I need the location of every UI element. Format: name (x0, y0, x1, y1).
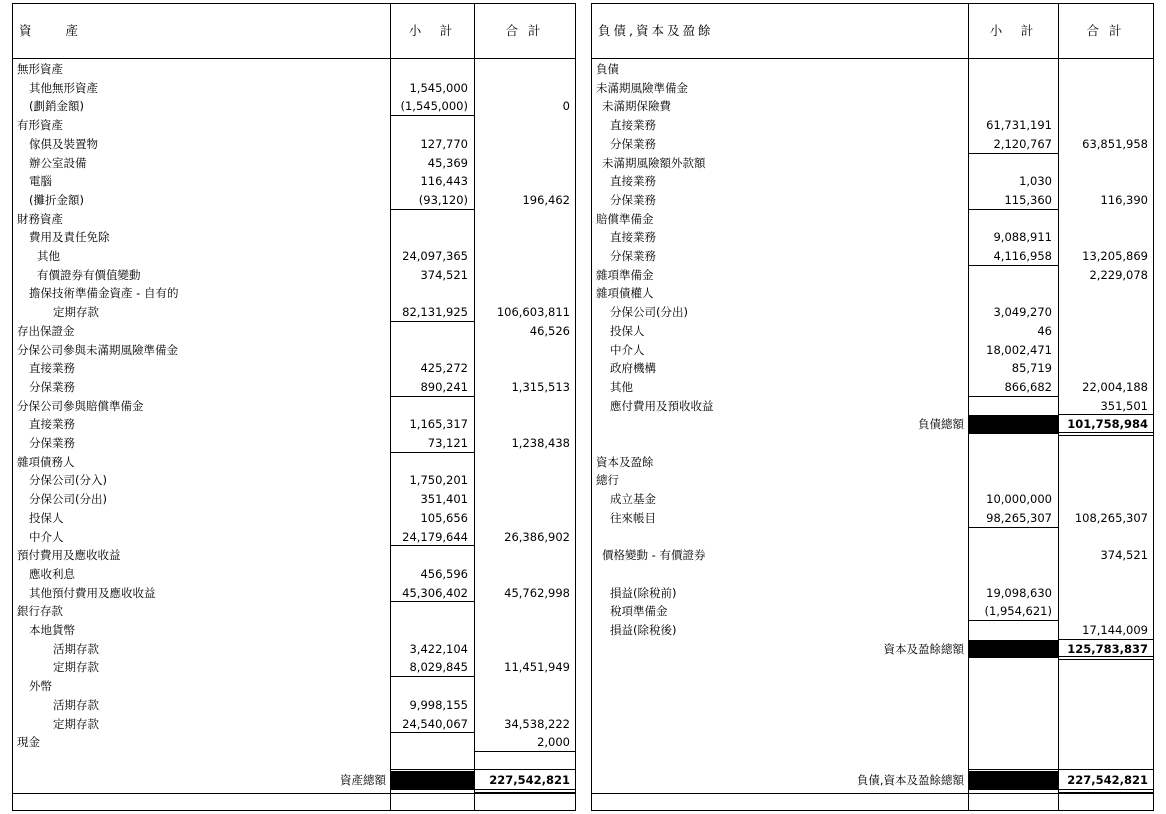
liability-row-label: 中介人 (610, 342, 645, 357)
liability-row (592, 191, 1153, 210)
liability-row (592, 97, 1153, 116)
liability-total-value: 374,521 (1100, 548, 1148, 563)
liability-row-label: 應付費用及預收收益 (610, 398, 714, 413)
asset-row-label: (劃銷金額) (29, 99, 84, 114)
liability-row (592, 284, 1153, 303)
asset-subtotal-value: 45,306,402 (402, 585, 468, 600)
asset-subtotal-value: 3,422,104 (409, 641, 468, 656)
asset-subtotal-value: 127,770 (420, 136, 468, 151)
asset-row (13, 378, 575, 397)
double-underline (1058, 656, 1153, 660)
asset-row (13, 397, 575, 416)
asset-subtotal-value: 73,121 (427, 436, 468, 450)
liability-subtotal-value: 46 (1037, 323, 1052, 338)
liability-row-label: 其他 (610, 379, 633, 394)
header-divider (13, 58, 575, 59)
asset-row-label: 財務資產 (17, 211, 63, 226)
asset-subtotal-value: 105,656 (420, 510, 468, 525)
liability-row-label: 成立基金 (610, 492, 656, 507)
asset-row (13, 228, 575, 247)
blackout-cell (968, 771, 1058, 790)
asset-subtotal-value: 24,097,365 (402, 249, 468, 263)
asset-row-label: 外幣 (29, 679, 52, 694)
asset-row-label: 銀行存款 (17, 604, 63, 619)
liability-row-label: 分保業務 (610, 249, 656, 263)
asset-subtotal-value: 374,521 (420, 267, 468, 282)
liability-row-label: 總行 (596, 473, 619, 488)
total-underline (474, 751, 575, 752)
asset-row-label: 活期存款 (53, 641, 99, 656)
asset-row-label: 其他 (37, 249, 60, 263)
liability-row (592, 303, 1153, 322)
asset-row (13, 116, 575, 135)
asset-subtotal-value: 1,165,317 (409, 417, 468, 432)
liability-row (592, 621, 1153, 640)
left-header-subtotal: 小 計 (408, 23, 456, 38)
liability-row (592, 471, 1153, 490)
liability-row (592, 79, 1153, 98)
asset-row (13, 621, 575, 640)
asset-row (13, 640, 575, 659)
asset-row (13, 490, 575, 509)
asset-total-value: 26,386,902 (504, 529, 570, 544)
asset-row-label: 投保人 (29, 510, 64, 525)
liability-subtotal-value: 9,088,911 (993, 230, 1052, 245)
liability-section-total-label: 負債總額 (918, 417, 964, 432)
liability-row-label: 直接業務 (610, 174, 656, 189)
asset-total-value: 196,462 (522, 192, 570, 207)
asset-subtotal-value: 425,272 (420, 361, 468, 376)
asset-row (13, 715, 575, 734)
liability-row (592, 210, 1153, 229)
blackout-cell (968, 415, 1058, 434)
asset-row (13, 154, 575, 173)
asset-row-label: (攤折金額) (29, 192, 84, 207)
asset-subtotal-value: 351,401 (420, 492, 468, 507)
liability-row-label: 未滿期風險額外款額 (602, 155, 706, 170)
asset-row (13, 434, 575, 453)
asset-subtotal-value: 45,369 (427, 155, 468, 170)
asset-row (13, 341, 575, 360)
asset-row (13, 602, 575, 621)
asset-row-label: 辦公室設備 (29, 155, 87, 170)
asset-row-label: 分保公司參與賠償準備金 (17, 398, 144, 413)
asset-row-label: 傢俱及裝置物 (29, 136, 98, 151)
liability-row (592, 453, 1153, 472)
asset-row (13, 733, 575, 752)
liability-row (592, 247, 1153, 266)
liability-row (592, 266, 1153, 285)
header-divider (592, 58, 1153, 59)
liability-row (592, 509, 1153, 528)
asset-subtotal-value: 456,596 (420, 566, 468, 581)
liability-subtotal-value: 85,719 (1011, 361, 1052, 376)
left-header-label: 資 產 (19, 23, 82, 38)
asset-row-label: 活期存款 (53, 697, 99, 712)
liability-subtotal-value: 866,682 (1004, 379, 1052, 394)
asset-grand-total-value: 227,542,821 (489, 773, 570, 787)
asset-subtotal-value: (1,545,000) (400, 99, 468, 114)
liability-subtotal-value: 18,002,471 (986, 342, 1052, 357)
liability-row (592, 434, 1153, 453)
liability-total-value: 2,229,078 (1089, 267, 1148, 282)
liability-row-label: 政府機構 (610, 361, 656, 376)
liability-total-value: 22,004,188 (1082, 379, 1148, 394)
right-header-label: 負債,資本及盈餘 (598, 23, 714, 38)
asset-row-label: 分保公司(分出) (29, 492, 107, 507)
asset-subtotal-value: 24,540,067 (402, 716, 468, 731)
asset-row (13, 191, 575, 210)
liability-row-label: 賠償準備金 (596, 211, 654, 226)
asset-row-label: 分保業務 (29, 436, 75, 450)
liability-row (592, 172, 1153, 191)
asset-row-label: 雜項債務人 (17, 454, 75, 469)
liability-row (592, 60, 1153, 79)
asset-row-label: 分保業務 (29, 379, 75, 394)
asset-row (13, 471, 575, 490)
liability-row (592, 397, 1153, 416)
asset-row (13, 97, 575, 116)
asset-row-label: 應收利息 (29, 566, 75, 581)
liability-row (592, 528, 1153, 547)
asset-row-label: 本地貨幣 (29, 623, 75, 637)
liability-row-label: 分保業務 (610, 136, 656, 151)
liability-row (592, 490, 1153, 509)
liability-row-label: 資本及盈餘 (596, 454, 654, 469)
asset-row (13, 284, 575, 303)
grand-total-topline (390, 769, 575, 770)
asset-row-label: 其他預付費用及應收收益 (29, 585, 156, 600)
liability-grand-total-row (592, 771, 1153, 790)
asset-row (13, 135, 575, 154)
asset-subtotal-value: 890,241 (420, 379, 468, 394)
asset-row (13, 415, 575, 434)
asset-total-value: 46,526 (529, 323, 570, 338)
right-header-total: 合 計 (1086, 23, 1125, 38)
liability-subtotal-value: 2,120,767 (993, 136, 1052, 151)
asset-row-label: 費用及責任免除 (29, 230, 110, 245)
asset-total-value: 1,315,513 (511, 379, 570, 394)
asset-row (13, 546, 575, 565)
liability-total-value: 351,501 (1100, 398, 1148, 413)
asset-total-value: 0 (562, 99, 570, 114)
right-header-subtotal: 小 計 (989, 23, 1037, 38)
asset-subtotal-value: 8,029,845 (409, 660, 468, 675)
asset-total-value: 2,000 (537, 735, 570, 750)
liability-row (592, 565, 1153, 584)
asset-subtotal-value: 116,443 (420, 174, 468, 189)
asset-row-label: 無形資產 (17, 62, 63, 76)
asset-row (13, 453, 575, 472)
asset-row-label: 直接業務 (29, 417, 75, 432)
asset-row-label: 有價證券有價值變動 (37, 267, 141, 282)
liability-grand-total-value: 227,542,821 (1067, 773, 1148, 787)
asset-row-label: 存出保證金 (17, 323, 75, 338)
liability-row-label: 雜項債權人 (596, 286, 654, 301)
asset-row (13, 60, 575, 79)
asset-row (13, 528, 575, 547)
left-header-total: 合 計 (505, 23, 544, 38)
liability-subtotal-value: 19,098,630 (986, 585, 1052, 600)
grand-total-topline (968, 769, 1153, 770)
liability-row (592, 584, 1153, 603)
liability-grand-total-label: 負債,資本及盈餘總額 (856, 773, 964, 787)
asset-total-value: 106,603,811 (496, 305, 570, 320)
liability-section-total-label: 資本及盈餘總額 (883, 641, 964, 656)
liability-row-label: 未滿期保險費 (602, 99, 671, 114)
asset-total-value: 45,762,998 (504, 585, 570, 600)
liability-row (592, 359, 1153, 378)
liability-total-value: 17,144,009 (1082, 623, 1148, 637)
liability-subtotal-value: (1,954,621) (984, 604, 1052, 619)
liability-section-total-value: 125,783,837 (1067, 641, 1148, 656)
asset-row-label: 預付費用及應收收益 (17, 548, 121, 563)
asset-row-label: 定期存款 (53, 716, 99, 731)
liability-row (592, 135, 1153, 154)
asset-subtotal-value: 1,545,000 (409, 80, 468, 95)
liability-row-label: 未滿期風險準備金 (596, 80, 688, 95)
liability-total-value: 116,390 (1100, 192, 1148, 207)
asset-subtotal-value: 82,131,925 (402, 305, 468, 320)
liability-row-label: 分保業務 (610, 192, 656, 207)
liability-total-value: 108,265,307 (1074, 510, 1148, 525)
asset-total-value: 11,451,949 (504, 660, 570, 675)
liability-row (592, 378, 1153, 397)
asset-grand-total-row (13, 771, 575, 790)
blackout-cell (390, 771, 474, 790)
assets-table (12, 3, 576, 811)
asset-row-label: 有形資產 (17, 118, 63, 133)
liability-row-label: 往來帳目 (610, 510, 656, 525)
asset-total-value: 34,538,222 (504, 716, 570, 731)
asset-row (13, 359, 575, 378)
liability-row-label: 損益(除稅前) (610, 585, 677, 600)
liability-subtotal-value: 4,116,958 (993, 249, 1052, 263)
asset-subtotal-value: 24,179,644 (402, 529, 468, 544)
footer-line (13, 793, 575, 794)
liability-subtotal-value: 1,030 (1019, 174, 1052, 189)
asset-row (13, 584, 575, 603)
liability-row-label: 損益(除稅後) (610, 623, 677, 637)
asset-grand-total-label: 資產總額 (340, 773, 386, 787)
asset-row (13, 658, 575, 677)
asset-subtotal-value: 1,750,201 (409, 473, 468, 488)
liability-row-label: 投保人 (610, 323, 645, 338)
asset-row (13, 172, 575, 191)
asset-row-label: 中介人 (29, 529, 64, 544)
asset-row-label: 分保公司(分入) (29, 473, 107, 488)
asset-row (13, 303, 575, 322)
liability-subtotal-value: 115,360 (1004, 192, 1052, 207)
liability-subtotal-value: 61,731,191 (986, 118, 1052, 133)
liability-row (592, 228, 1153, 247)
asset-row (13, 79, 575, 98)
liability-row-label: 分保公司(分出) (610, 305, 688, 320)
liability-subtotal-value: 3,049,270 (993, 305, 1052, 320)
liability-row-label: 價格變動 - 有價證券 (602, 548, 706, 563)
liability-row (592, 341, 1153, 360)
liability-row-label: 直接業務 (610, 118, 656, 133)
asset-row-label: 直接業務 (29, 361, 75, 376)
liability-row-label: 稅項準備金 (610, 604, 668, 619)
asset-row-label: 定期存款 (53, 660, 99, 675)
asset-row (13, 210, 575, 229)
asset-row (13, 509, 575, 528)
blackout-cell (968, 640, 1058, 659)
asset-row (13, 247, 575, 266)
asset-row-label: 分保公司參與未滿期風險準備金 (17, 342, 178, 357)
liability-section-total-value: 101,758,984 (1067, 417, 1148, 432)
asset-row-label: 其他無形資產 (29, 80, 98, 95)
liability-total-value: 63,851,958 (1082, 136, 1148, 151)
liability-subtotal-value: 98,265,307 (986, 510, 1052, 525)
asset-total-value: 1,238,438 (511, 436, 570, 450)
asset-row-label: 定期存款 (53, 305, 99, 320)
asset-row (13, 266, 575, 285)
liability-subtotal-value: 10,000,000 (986, 492, 1052, 507)
liability-row-label: 雜項準備金 (596, 267, 654, 282)
asset-row-label: 現金 (17, 735, 40, 750)
asset-row-label: 電腦 (29, 174, 52, 189)
asset-subtotal-value: (93,120) (418, 192, 468, 207)
liability-row-label: 直接業務 (610, 230, 656, 245)
liability-total-value: 13,205,869 (1082, 249, 1148, 263)
liability-row (592, 154, 1153, 173)
asset-row-label: 擔保技術準備金資產 - 自有的 (29, 286, 179, 301)
liabilities-capital-table (591, 3, 1154, 811)
asset-row (13, 696, 575, 715)
liability-row (592, 322, 1153, 341)
asset-row (13, 677, 575, 696)
liability-row (592, 602, 1153, 621)
liability-row (592, 546, 1153, 565)
liability-row (592, 116, 1153, 135)
asset-row (13, 322, 575, 341)
liability-row-label: 負債 (596, 62, 619, 76)
asset-row (13, 565, 575, 584)
footer-line (592, 793, 1153, 794)
asset-subtotal-value: 9,998,155 (409, 697, 468, 712)
